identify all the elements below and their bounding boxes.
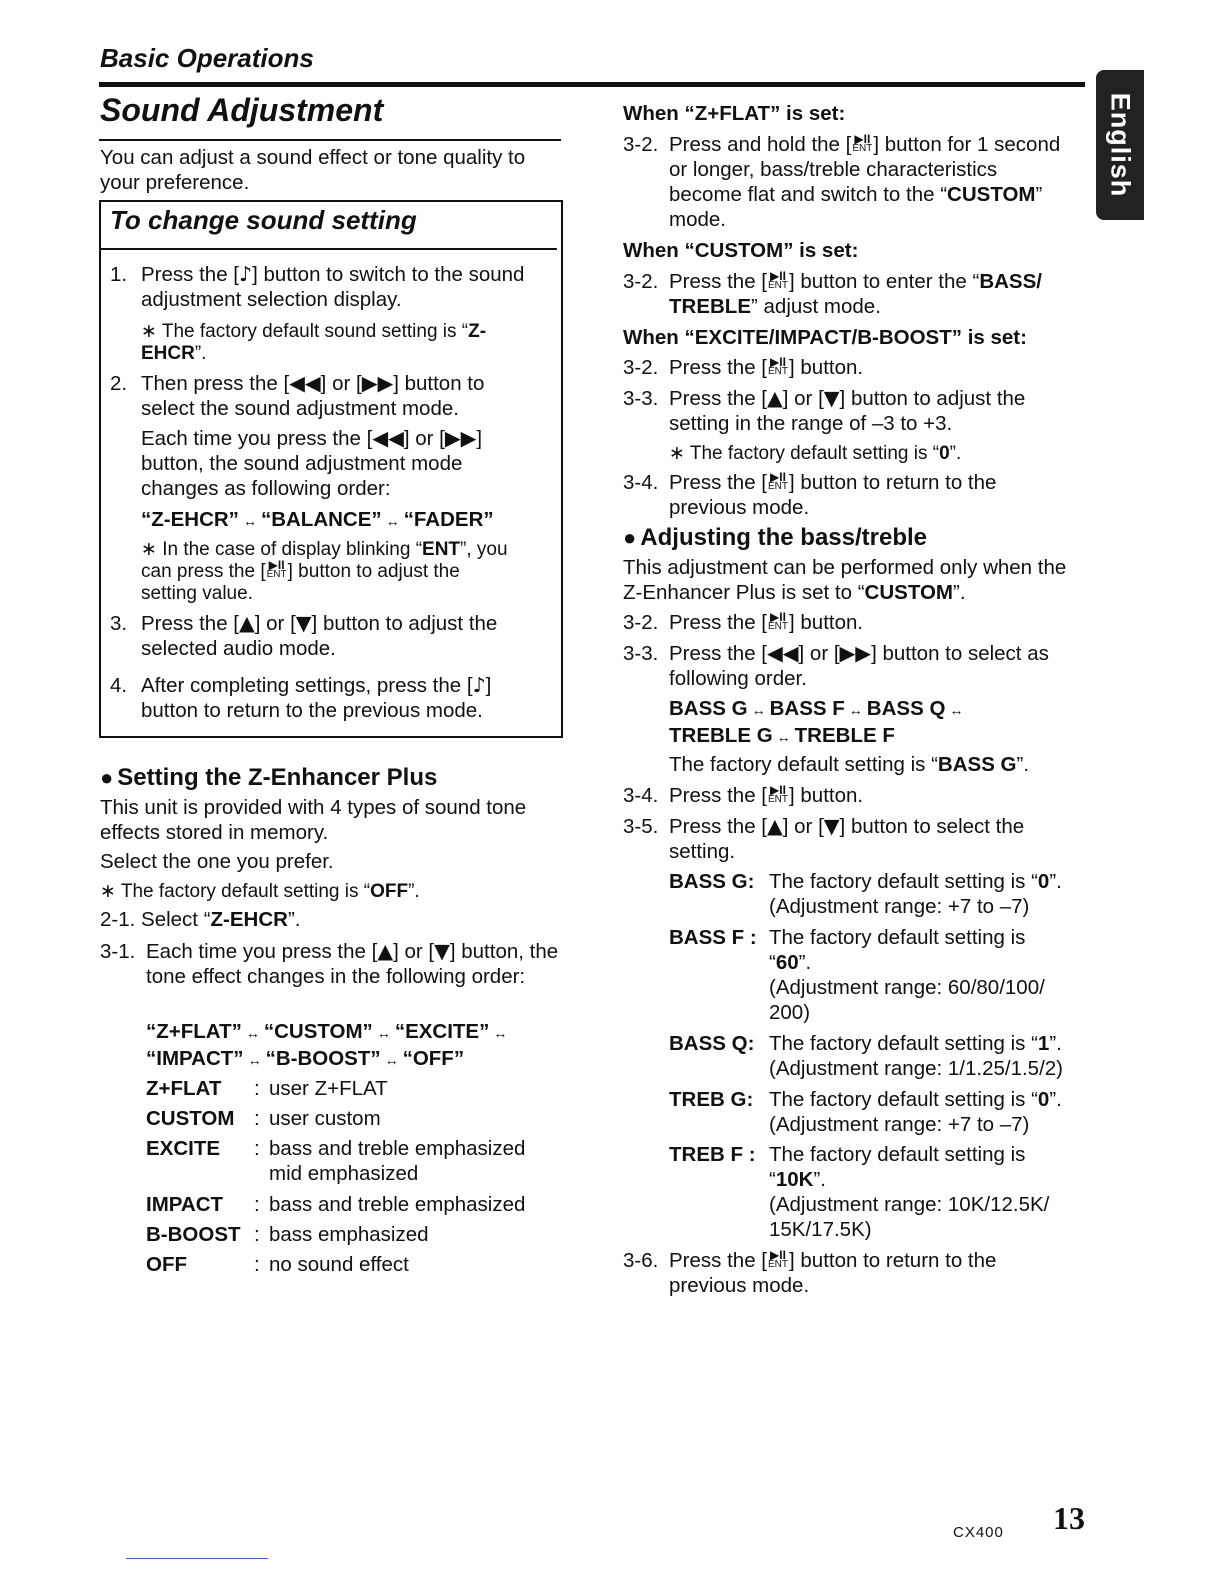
play-pause-ent-icon: ▶II ENT bbox=[768, 268, 788, 291]
note-text: ”. bbox=[194, 343, 207, 364]
page-number: 13 bbox=[1053, 1500, 1085, 1536]
setting-term: BASS G: bbox=[669, 870, 755, 893]
note-bold: OFF bbox=[370, 881, 409, 902]
setting-def: The factory default setting is “10K”. (Adjustment range: 10K/12.5K/ 15K/17.5K) bbox=[769, 1143, 1050, 1241]
step-text: Press the [ bbox=[141, 263, 239, 286]
box-title: To change sound setting bbox=[110, 205, 417, 235]
step-text: Each time you press the [ bbox=[141, 427, 373, 450]
step-text: ] button to return to the previous mode. bbox=[669, 471, 997, 519]
step-text: ] button to switch to the sound adjustment selection display. bbox=[141, 263, 525, 311]
play-pause-ent-icon: ▶II ENT bbox=[852, 131, 873, 154]
step-text: ” mode. bbox=[669, 183, 1043, 231]
bullet-icon: ● bbox=[100, 765, 114, 790]
heading-text: Adjusting the bass/treble bbox=[640, 524, 928, 551]
order-item: “B-BOOST” bbox=[265, 1047, 381, 1070]
down-arrow-icon: ▼ bbox=[295, 611, 312, 635]
paragraph-bold: CUSTOM bbox=[864, 581, 954, 604]
step-text: Press the [ bbox=[669, 815, 767, 838]
note-text: ] button to adjust the setting value. bbox=[141, 561, 460, 604]
play-pause-ent-icon: ▶II ENT bbox=[768, 354, 788, 377]
bidirectional-arrow-icon: ↔ bbox=[385, 513, 400, 529]
bt-step-3-6 bbox=[669, 1248, 1069, 1298]
order-item: “Z-EHCR” bbox=[141, 508, 239, 531]
play-pause-ent-icon: ▶II ENT bbox=[266, 557, 287, 580]
step-text: ] button for 1 second or longer, bass/treble characteristics become flat and switch to the “ bbox=[669, 133, 1061, 206]
zenhancer-heading bbox=[100, 765, 437, 790]
note-text: In the case of display blinking “ bbox=[162, 539, 423, 560]
section-label: Basic Operations bbox=[100, 43, 314, 73]
step-text: Press the [ bbox=[669, 270, 767, 293]
bass-treble-order bbox=[669, 696, 1079, 750]
step-text: ] button to return to the previous mode. bbox=[141, 674, 492, 722]
setting-term: BASS Q: bbox=[669, 1032, 755, 1055]
bullet-icon: ● bbox=[623, 525, 637, 550]
order-item: TREBLE G bbox=[669, 724, 773, 747]
step-text: ] button, the sound adjustment mode changes as following order: bbox=[141, 427, 483, 500]
header-rule bbox=[99, 82, 1085, 87]
step-number: 3-2. bbox=[623, 270, 659, 293]
step-bold: Z-EHCR bbox=[210, 908, 288, 931]
bidirectional-arrow-icon: ↔ bbox=[245, 1025, 260, 1041]
note-bold: Z-EHCR bbox=[141, 321, 487, 364]
bidirectional-arrow-icon: ↔ bbox=[776, 729, 791, 745]
step-text: ] button to select the setting. bbox=[669, 815, 1025, 863]
step-text: Press the [ bbox=[669, 471, 767, 494]
sound-setting-box-header bbox=[101, 202, 557, 250]
order-item: “CUSTOM” bbox=[263, 1020, 373, 1043]
setting-def: The factory default setting is “1”. (Adjustment range: 1/1.25/1.5/2) bbox=[769, 1032, 1064, 1080]
order-item: “FADER” bbox=[403, 508, 494, 531]
prev-track-icon: ◀◀ bbox=[289, 371, 321, 395]
page-title: Sound Adjustment bbox=[100, 92, 384, 128]
paragraph-text: ”. bbox=[1016, 753, 1030, 776]
bidirectional-arrow-icon: ↔ bbox=[247, 1052, 262, 1068]
step-number: 3-2. bbox=[623, 611, 659, 634]
mode-order bbox=[141, 507, 541, 534]
language-tab-label: English bbox=[1105, 92, 1136, 198]
zflat-heading: When “Z+FLAT” is set: bbox=[623, 102, 846, 125]
step-text: Press the [ bbox=[669, 356, 767, 379]
play-pause-ent-icon: ▶II ENT bbox=[768, 1247, 788, 1270]
setting-treb-g bbox=[669, 1087, 1089, 1147]
up-arrow-icon: ▲ bbox=[767, 814, 783, 838]
note-bold: 0 bbox=[939, 443, 950, 464]
step-number: 3-2. bbox=[623, 356, 659, 379]
step-text: ] or [ bbox=[403, 427, 445, 450]
language-tab bbox=[1096, 70, 1144, 220]
step-3-1-number: 3-1. bbox=[100, 940, 136, 963]
bidirectional-arrow-icon: ↔ bbox=[493, 1025, 508, 1041]
bidirectional-arrow-icon: ↔ bbox=[384, 1052, 399, 1068]
step-number: 3-6. bbox=[623, 1249, 659, 1272]
order-item: “Z+FLAT” bbox=[146, 1020, 242, 1043]
next-track-icon: ▶▶ bbox=[839, 641, 872, 665]
intro-text: You can adjust a sound effect or tone quality to your preference. bbox=[100, 146, 526, 194]
step-text: ] button to select as following order. bbox=[669, 642, 1049, 690]
down-arrow-icon: ▼ bbox=[823, 814, 840, 838]
step-text: ” adjust mode. bbox=[751, 295, 881, 318]
bt-default-text bbox=[669, 752, 1029, 777]
bass-treble-description bbox=[623, 555, 1073, 605]
paragraph-text: ”. bbox=[953, 581, 966, 604]
step-text: ”. bbox=[287, 908, 301, 931]
down-arrow-icon: ▼ bbox=[823, 386, 840, 410]
step-text: Each time you press the [ bbox=[146, 940, 378, 963]
step-number: 3-5. bbox=[623, 815, 659, 838]
asterisk-icon: ∗ bbox=[669, 443, 685, 464]
step-text: Press the [ bbox=[669, 784, 767, 807]
bass-treble-heading bbox=[623, 525, 927, 550]
up-arrow-icon: ▲ bbox=[767, 386, 783, 410]
step-text: Press and hold the [ bbox=[669, 133, 852, 156]
setting-term: BASS F : bbox=[669, 926, 757, 949]
bt-step-3-5 bbox=[669, 814, 1074, 864]
setting-def: The factory default setting is “60”. (Adjustment range: 60/80/100/ 200) bbox=[769, 926, 1045, 1024]
excite-step-3-4 bbox=[669, 470, 1069, 520]
tone-mode-list: Z+FLAT : user Z+FLAT CUSTOM : user custom EXCITE : bass and treble emphasized mid emphasized IMPACT : bass and treble emphasized B-BOOST : bass emphasized OFF : no sound effect bbox=[146, 1077, 526, 1276]
setting-treb-f bbox=[669, 1142, 1089, 1242]
step-text: Press the [ bbox=[669, 1249, 767, 1272]
step-text: ] button, the tone effect changes in the following order: bbox=[146, 940, 559, 988]
step-number: 3-4. bbox=[623, 471, 659, 494]
zenhancer-select-text: Select the one you prefer. bbox=[100, 850, 334, 873]
bidirectional-arrow-icon: ↔ bbox=[949, 702, 964, 718]
bt-step-3-3 bbox=[669, 641, 1079, 691]
setting-term: TREB F : bbox=[669, 1143, 756, 1166]
bidirectional-arrow-icon: ↔ bbox=[751, 702, 766, 718]
step-bold: CUSTOM bbox=[947, 183, 1036, 206]
order-item: “IMPACT” bbox=[146, 1047, 244, 1070]
music-note-icon: ♪ bbox=[239, 262, 253, 286]
step-bold: BASS/ TREBLE bbox=[669, 270, 1042, 318]
bidirectional-arrow-icon: ↔ bbox=[376, 1025, 391, 1041]
step-number: 2-1. bbox=[100, 908, 136, 931]
step-number: 4. bbox=[110, 674, 128, 697]
bidirectional-arrow-icon: ↔ bbox=[848, 702, 863, 718]
note-bold: ENT bbox=[422, 539, 461, 560]
step-note bbox=[141, 539, 521, 605]
order-item: “OFF” bbox=[402, 1047, 465, 1070]
prev-track-icon: ◀◀ bbox=[372, 426, 404, 450]
step-text: ] or [ bbox=[798, 642, 840, 665]
order-item: “EXCITE” bbox=[394, 1020, 490, 1043]
setting-def: The factory default setting is “0”. (Adjustment range: +7 to –7) bbox=[769, 1088, 1062, 1136]
zenhancer-note bbox=[100, 881, 420, 903]
play-pause-ent-icon: ▶II ENT bbox=[768, 469, 788, 492]
play-pause-ent-icon: ▶II ENT bbox=[768, 782, 788, 805]
excite-step-3-3 bbox=[669, 386, 1074, 436]
zenhancer-description: This unit is provided with 4 types of sound tone effects stored in memory. bbox=[100, 796, 527, 844]
step-text: Press the [ bbox=[669, 642, 767, 665]
step-number: 3-3. bbox=[623, 642, 659, 665]
heading-text: Setting the Z-Enhancer Plus bbox=[117, 764, 438, 791]
order-item: BASS F bbox=[769, 697, 845, 720]
title-rule bbox=[99, 139, 561, 141]
paragraph-text: The factory default setting is “ bbox=[669, 753, 938, 776]
note-text: The factory default setting is “ bbox=[120, 881, 371, 902]
music-note-icon: ♪ bbox=[472, 673, 486, 697]
step-text: ] button to adjust the selected audio mode. bbox=[141, 612, 498, 660]
tone-order bbox=[146, 1019, 566, 1073]
step-text: ] or [ bbox=[782, 815, 824, 838]
setting-term: TREB G: bbox=[669, 1088, 754, 1111]
step-text: ] or [ bbox=[782, 387, 824, 410]
bt-step-3-2: Press the [ ▶II ENT] button. bbox=[669, 609, 864, 634]
custom-step-text bbox=[669, 269, 1077, 319]
step-text: After completing settings, press the [ bbox=[141, 674, 473, 697]
excite-heading: When “EXCITE/IMPACT/B-BOOST” is set: bbox=[623, 326, 1027, 349]
bidirectional-arrow-icon: ↔ bbox=[242, 513, 257, 529]
step-text: ] or [ bbox=[320, 372, 362, 395]
up-arrow-icon: ▲ bbox=[239, 611, 255, 635]
custom-heading: When “CUSTOM” is set: bbox=[623, 239, 859, 262]
step-text: ] or [ bbox=[393, 940, 435, 963]
note-text: ”, you can press the [ bbox=[141, 539, 508, 582]
step-text: Press the [ bbox=[141, 612, 239, 635]
order-item: BASS Q bbox=[866, 697, 946, 720]
step-text: ] button to select the sound adjustment mode. bbox=[141, 372, 485, 420]
setting-def: The factory default setting is “0”. (Adjustment range: +7 to –7) bbox=[769, 870, 1062, 918]
asterisk-icon: ∗ bbox=[141, 321, 157, 342]
step-number: 3-4. bbox=[623, 784, 659, 807]
order-item: “BALANCE” bbox=[260, 508, 382, 531]
step-number: 3-2. bbox=[623, 133, 659, 156]
step-text: Press the [ bbox=[669, 387, 767, 410]
step-number: 1. bbox=[110, 263, 128, 286]
step-note bbox=[141, 321, 531, 365]
note-text: The factory default setting is “ bbox=[689, 443, 940, 464]
bt-step-3-4 bbox=[669, 783, 863, 808]
step-text: Press the bbox=[669, 611, 762, 634]
paragraph-text: This adjustment can be performed only when the Z-Enhancer Plus is set to “ bbox=[623, 556, 1067, 604]
link-underline bbox=[126, 1558, 268, 1559]
asterisk-icon: ∗ bbox=[100, 881, 116, 902]
step-text: ] button to enter the “ bbox=[789, 270, 980, 293]
setting-bass-q bbox=[669, 1031, 1089, 1091]
up-arrow-icon: ▲ bbox=[377, 939, 394, 963]
next-track-icon: ▶▶ bbox=[444, 426, 477, 450]
step-text: button. bbox=[800, 611, 864, 634]
excite-step-3-2 bbox=[669, 355, 863, 380]
play-pause-ent-icon: ▶II ENT bbox=[768, 609, 788, 632]
model-number: CX400 bbox=[953, 1524, 1004, 1541]
paragraph-bold: BASS G bbox=[937, 753, 1017, 776]
asterisk-icon: ∗ bbox=[141, 539, 157, 560]
step-text: ] or [ bbox=[254, 612, 296, 635]
down-arrow-icon: ▼ bbox=[434, 939, 450, 963]
next-track-icon: ▶▶ bbox=[361, 371, 394, 395]
excite-note bbox=[669, 443, 961, 465]
step-2-1 bbox=[100, 907, 301, 932]
prev-track-icon: ◀◀ bbox=[767, 641, 799, 665]
order-item: TREBLE F bbox=[794, 724, 895, 747]
note-text: ”. bbox=[949, 443, 962, 464]
step-text: ] button. bbox=[789, 784, 864, 807]
step-number: 3-3. bbox=[623, 387, 659, 410]
order-item: BASS G bbox=[669, 697, 748, 720]
step-text: ] button. bbox=[789, 356, 864, 379]
setting-bass-f bbox=[669, 925, 1089, 1025]
step-text: ] button to adjust the setting in the range of –3 to +3. bbox=[669, 387, 1026, 435]
step-text: Select “ bbox=[141, 908, 211, 931]
note-text: The factory default sound setting is “ bbox=[161, 321, 469, 342]
step-text: ] button to return to the previous mode. bbox=[669, 1249, 997, 1297]
step-number: 2. bbox=[110, 372, 128, 395]
step-text: Then press the [ bbox=[141, 372, 290, 395]
note-text: ”. bbox=[408, 881, 420, 902]
step-3-1-text bbox=[146, 939, 564, 989]
zflat-step-text bbox=[669, 132, 1069, 232]
step-number: 3. bbox=[110, 612, 128, 635]
